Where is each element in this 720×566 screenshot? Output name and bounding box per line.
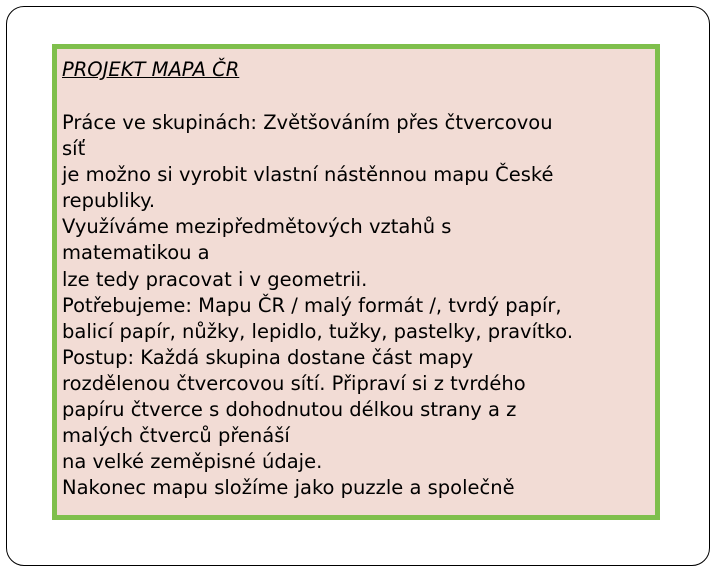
text-line: malých čtverců přenáší <box>62 424 290 448</box>
text-line: rozdělenou čtvercovou sítí. Připraví si z tvrdého <box>62 371 526 395</box>
text-area <box>62 57 682 501</box>
text-line: Využíváme mezipředmětových vztahů s <box>62 215 452 239</box>
text-line: Práce ve skupinách: Zvětšováním přes čtvercovou <box>62 111 553 134</box>
text-line: republiky. <box>62 189 156 213</box>
text-line: Potřebujeme: Mapu ČR / malý formát /, tvrdý papír, <box>62 293 562 317</box>
slide-title: PROJEKT MAPA ČR <box>62 58 240 81</box>
title-spacer <box>62 83 682 110</box>
text-line: balicí papír, nůžky, lepidlo, tužky, pastelky, pravítko. <box>62 319 574 343</box>
text-line: síť <box>62 137 86 161</box>
text-line: Postup: Každá skupina dostane část mapy <box>62 345 474 369</box>
text-line: lze tedy pracovat i v geometrii. <box>62 267 368 291</box>
text-line: papíru čtverce s dohodnutou délkou strany a z <box>62 398 517 422</box>
text-line: na velké zeměpisné údaje. <box>62 450 323 474</box>
text-line: je možno si vyrobit vlastní nástěnnou mapu České <box>62 163 554 187</box>
text-line: Nakonec mapu složíme jako puzzle a společně <box>62 476 515 500</box>
text-line: matematikou a <box>62 241 210 265</box>
content-box <box>52 44 660 520</box>
